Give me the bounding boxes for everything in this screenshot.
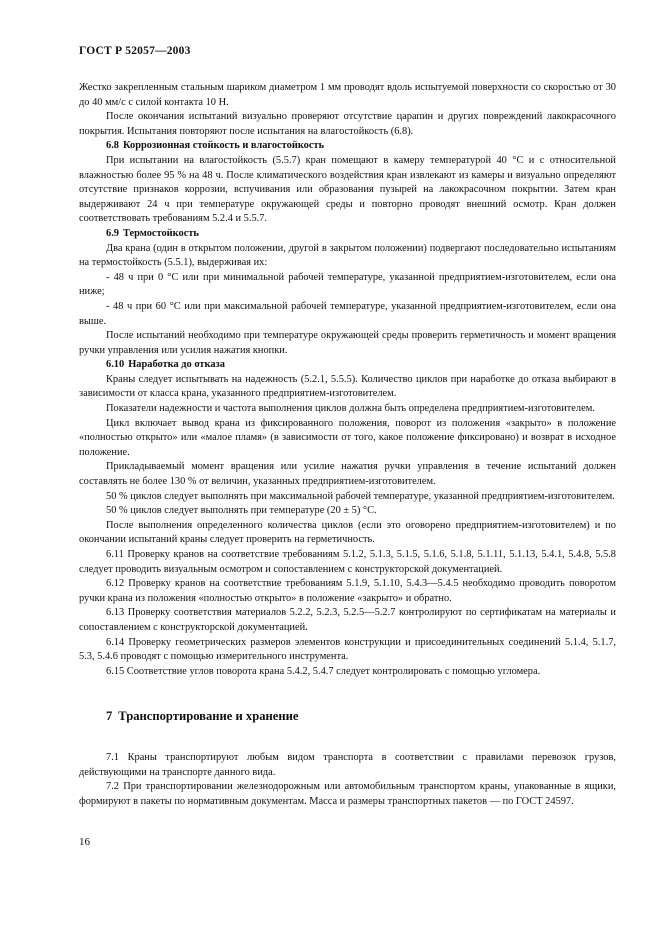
paragraph: Два крана (один в открытом положении, другой в закрытом положении) подвергают последовательно испытаниям на термостойкость (5.5.1), выдерживая их: xyxy=(79,242,616,269)
document-body xyxy=(79,81,616,809)
paragraph-6-13: 6.13 Проверку соответствия материалов 5.2.2, 5.2.3, 5.2.5—5.2.7 контролируют по сертификатам на материалы и сопоставлением с конструкторской документацией. xyxy=(79,607,616,633)
paragraph: Показатели надежности и частота выполнения циклов должна быть определена предприятием-изготовителем. xyxy=(106,403,595,415)
paragraph: 50 % циклов следует выполнять при максимальной рабочей температуре, указанной предприятием-изготовителем. xyxy=(106,490,615,502)
section-number: 7 xyxy=(106,709,113,724)
subsection-title: Коррозионная стойкость и влагостойкость xyxy=(123,140,325,152)
list-item: - 48 ч при 0 °С или при минимальной рабочей температуре, указанной предприятием-изготовителем, если она ниже; xyxy=(79,271,616,298)
subsection-title: Термостойкость xyxy=(123,227,199,239)
section-title: Транспортирование и хранение xyxy=(118,709,299,724)
paragraph: Цикл включает вывод крана из фиксированного положения, поворот из положения «закрыто» в положение «полностью открыто» или «малое пламя» (в зависимости от того, какое положение фиксировано) и возврат в исходное положение. xyxy=(79,417,616,458)
paragraph-6-14: 6.14 Проверку геометрических размеров элементов конструкции и присоединительных соединений 5.1.4, 5.1.7, 5.3, 5.4.6 проводят с помощью измерительного инструмента. xyxy=(79,636,616,663)
paragraph: При испытании на влагостойкость (5.5.7) кран помещают в камеру температурой 40 °С и с относительной влажностью более 95 % на 48 ч. После климатического воздействия кран извлекают из камеры и визуально определяют отсутствие признаков коррозии, вспучивания или образования пузырей на лакокрасочном покрытии. Затем кран выдерживают 24 ч при температуре окружающей среды и повторно проводят внешний осмотр. Кран должен соответствовать требованиям 5.2.4 и 5.5.7. xyxy=(79,154,616,225)
paragraph: После испытаний необходимо при температуре окружающей среды проверить герметичность и момент вращения ручки управления или усилия нажатия кнопки. xyxy=(79,330,616,356)
paragraph: После выполнения определенного количества циклов (если это оговорено предприятием-изготовителем) и по окончании испытаний краны следует проверить на герметичность. xyxy=(79,519,616,546)
paragraph: Прикладываемый момент вращения или усилие нажатия ручки управления в течение испытаний должен составлять не более 130 % от величин, указанных предприятием-изготовителем. xyxy=(79,461,616,488)
paragraph: 50 % циклов следует выполнять при температуре (20 ± 5) °С. xyxy=(106,505,377,517)
paragraph: Краны следует испытывать на надежность (5.2.1, 5.5.5). Количество циклов при наработке до отказа выбирают в зависимости от класса крана, указанного предприятием-изготовителем. xyxy=(79,373,616,400)
paragraph-6-15: 6.15 Соответствие углов поворота крана 5.4.2, 5.4.7 следует контролировать с помощью угломера. xyxy=(106,665,541,677)
list-item: - 48 ч при 60 °С или при максимальной рабочей температуре, указанной предприятием-изготовителем, если она выше. xyxy=(79,300,616,327)
paragraph: После окончания испытаний визуально проверяют отсутствие царапин и других повреждений лакокрасочного покрытия. Испытания повторяют после испытания на влагостойкость (6.8). xyxy=(79,111,616,137)
subsection-number: 6.9 xyxy=(106,227,119,239)
page-number: 16 xyxy=(79,836,90,848)
document-header: ГОСТ Р 52057—2003 xyxy=(79,45,191,57)
paragraph-7-2: 7.2 При транспортировании железнодорожным или автомобильным транспортом краны, упакованные в ящики, формируют в пакеты по нормативным документам. Масса и размеры транспортных пакетов — по ГОСТ 24597. xyxy=(79,781,616,807)
subsection-heading-6-9 xyxy=(79,227,616,242)
subsection-heading-6-8 xyxy=(79,139,616,154)
subsection-heading-6-10 xyxy=(79,358,616,373)
section-heading-7 xyxy=(106,709,616,724)
subsection-number: 6.8 xyxy=(106,140,119,152)
paragraph-6-11: 6.11 Проверку кранов на соответствие требованиям 5.1.2, 5.1.3, 5.1.5, 5.1.6, 5.1.8, 5.1.11, 5.1.13, 5.4.1, 5.4.8, 5.5.8 следует проводить визуальным осмотром и сопоставлением с конструкторской документацией. xyxy=(79,549,616,575)
subsection-number: 6.10 xyxy=(106,359,125,371)
subsection-title: Наработка до отказа xyxy=(128,359,225,371)
paragraph-6-12: 6.12 Проверку кранов на соответствие требованиям 5.1.9, 5.1.10, 5.4.3—5.4.5 необходимо проводить поворотом ручки крана из положения «полностью открыто» в положение «закрыто» и обратно. xyxy=(79,578,616,604)
paragraph-7-1: 7.1 Краны транспортируют любым видом транспорта в соответствии с правилами перевозок грузов, действующими на транспорте данного вида. xyxy=(79,751,616,778)
paragraph: Жестко закрепленным стальным шариком диаметром 1 мм проводят вдоль испытуемой поверхности со скоростью от 30 до 40 мм/с с силой контакта 10 Н. xyxy=(79,82,616,108)
